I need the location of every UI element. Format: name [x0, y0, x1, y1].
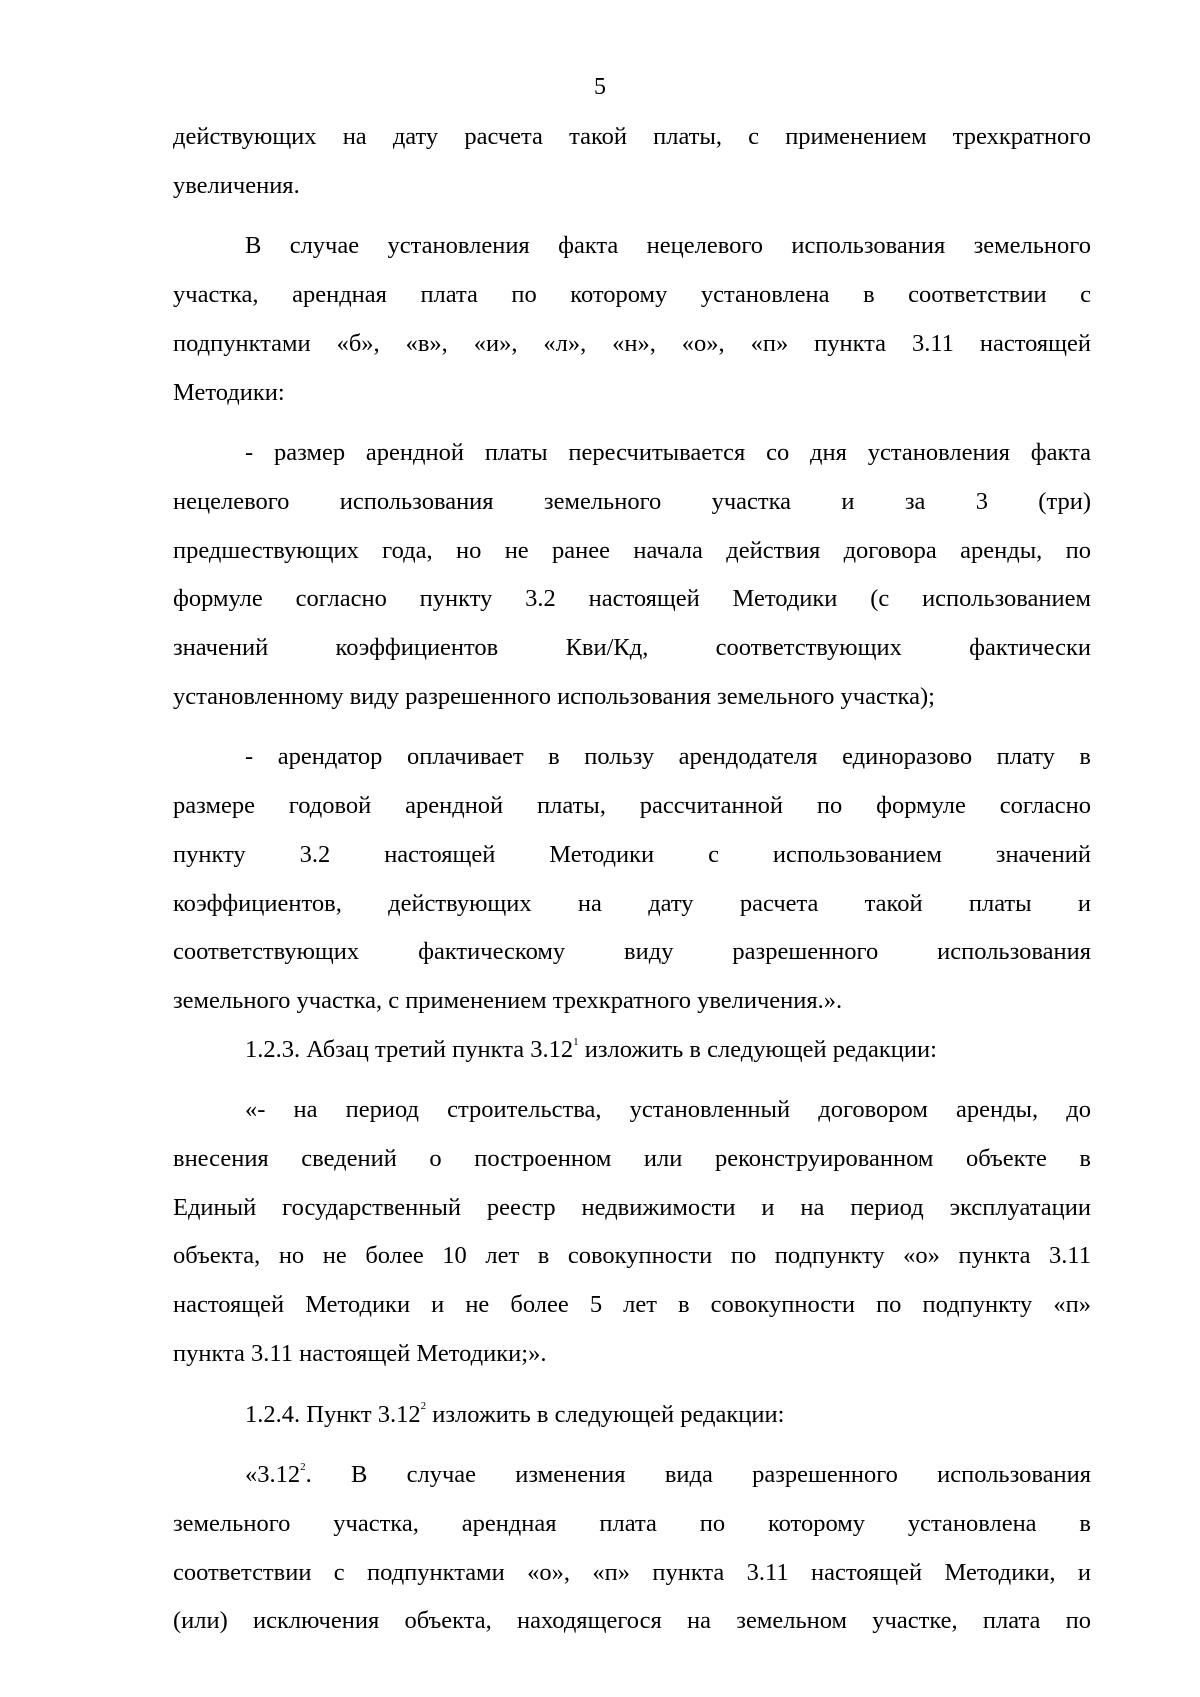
text-line: - размер арендной платы пересчитывается со дня установления факта [245, 439, 1091, 467]
text-line: соответствующих фактическому виду разрешенного использования [173, 938, 1091, 966]
text-line: В случае установления факта нецелевого использования земельного [245, 232, 1091, 260]
text-line: участка, арендная плата по которому установлена в соответствии с [173, 281, 1091, 309]
text-line: Методики: [173, 378, 285, 406]
text-line: пункту 3.2 настоящей Методики с использованием значений [173, 840, 1091, 868]
paragraph [173, 222, 1091, 417]
paragraph [173, 733, 1091, 1025]
text-line: внесения сведений о построенном или реконструированном объекте в [173, 1145, 1091, 1173]
paragraph [173, 113, 1091, 210]
text-line: коэффициентов, действующих на дату расчета такой платы и [173, 889, 1091, 917]
text-line: земельного участка, с применением трехкратного увеличения.». [173, 986, 843, 1014]
text-run: изложить в следующей редакции: [426, 1400, 785, 1428]
paragraph [173, 1391, 1091, 1440]
text-line: настоящей Методики и не более 5 лет в совокупности по подпункту «п» [173, 1291, 1091, 1319]
text-run: 1.2.3. Абзац третий пункта 3.12 [245, 1035, 574, 1063]
superscript: 1 [573, 1035, 579, 1048]
text-line: формуле согласно пункту 3.2 настоящей Методики (с использованием [173, 585, 1091, 613]
text-line: нецелевого использования земельного участка и за 3 (три) [173, 487, 1091, 515]
text-line: соответствии с подпунктами «о», «п» пункта 3.11 настоящей Методики, и [173, 1558, 1091, 1586]
text-line: земельного участка, арендная плата по которому установлена в [173, 1509, 1091, 1537]
text-line: - арендатор оплачивает в пользу арендодателя единоразово плату в [245, 743, 1091, 771]
text-line [173, 1026, 1091, 1075]
text-line [173, 1391, 1091, 1440]
text-run: 1.2.4. Пункт 3.12 [245, 1400, 421, 1428]
paragraph [173, 1026, 1091, 1075]
text-line: «- на период строительства, установленный договором аренды, до [245, 1096, 1091, 1124]
text-line: Единый государственный реестр недвижимости и на период эксплуатации [173, 1193, 1091, 1221]
text-line: значений коэффициентов Кви/Кд, соответствующих фактически [173, 634, 1091, 662]
paragraph [173, 429, 1091, 721]
text-run: . В случае изменения вида разрешенного использования [305, 1461, 1091, 1489]
text-run: изложить в следующей редакции: [578, 1035, 937, 1063]
text-line: предшествующих года, но не ранее начала действия договора аренды, по [173, 536, 1091, 564]
page-number: 5 [594, 74, 606, 100]
text-line [173, 1451, 1091, 1500]
document-body [173, 113, 1091, 1646]
text-line: пункта 3.11 настоящей Методики;». [173, 1339, 547, 1367]
text-line: увеличения. [173, 171, 300, 199]
text-line: подпунктами «б», «в», «и», «л», «н», «о», «п» пункта 3.11 настоящей [173, 329, 1091, 357]
superscript: 2 [300, 1461, 306, 1474]
paragraph [173, 1086, 1091, 1378]
text-run: «3.12 [245, 1461, 301, 1489]
text-line: объекта, но не более 10 лет в совокупности по подпункту «о» пункта 3.11 [173, 1242, 1091, 1270]
superscript: 2 [420, 1400, 427, 1413]
paragraph [173, 1451, 1091, 1646]
text-line: действующих на дату расчета такой платы, с применением трехкратного [173, 123, 1091, 150]
text-line: размере годовой арендной платы, рассчитанной по формуле согласно [173, 792, 1091, 820]
text-line: установленному виду разрешенного использования земельного участка); [173, 682, 935, 710]
text-line: (или) исключения объекта, находящегося на земельном участке, плата по [173, 1607, 1091, 1635]
